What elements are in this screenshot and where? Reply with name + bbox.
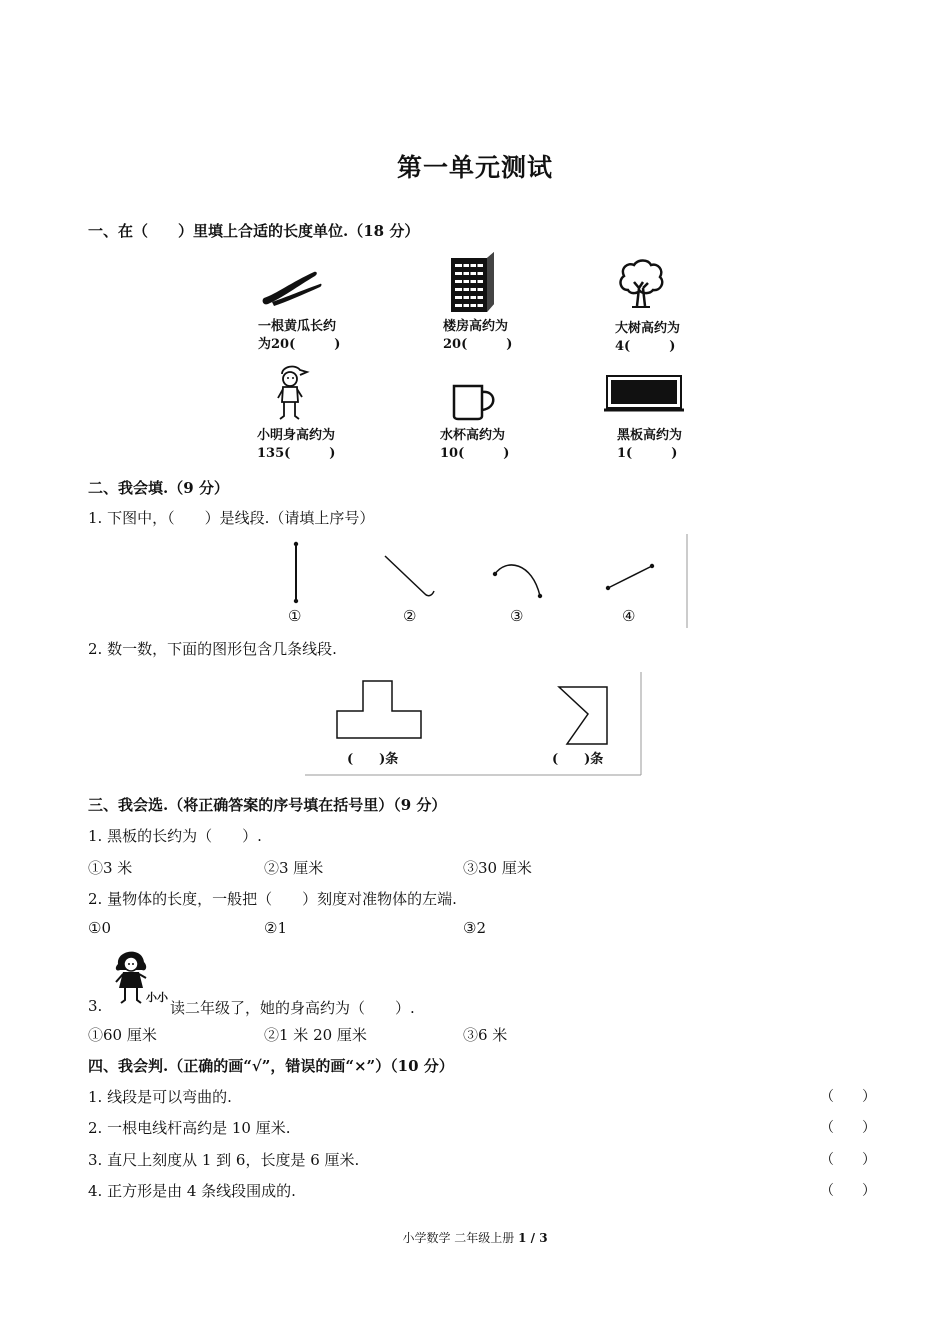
judge-blank-4[interactable]: （ ） xyxy=(820,1183,876,1199)
q2-option-1: ①0 xyxy=(88,919,111,937)
page-number: 1 / 3 xyxy=(518,1231,548,1245)
shape-label-1: ( )条 xyxy=(347,752,399,767)
judge-item-4: 4. 正方形是由 4 条线段围成的. xyxy=(88,1182,296,1200)
q2-option-3: ③2 xyxy=(463,919,486,937)
section-3-heading: 三、我会选.（将正确答案的序号填在括号里）（9 分） xyxy=(88,796,447,814)
figure-label-1: ① xyxy=(288,607,302,625)
item-boy-line1: 小明身高约为 xyxy=(257,428,336,443)
section-2-question-2: 2. 数一数，下面的图形包含几条线段. xyxy=(88,640,337,658)
girl-name-badge: 小小 xyxy=(146,991,168,1004)
judge-blank-1[interactable]: （ ） xyxy=(820,1089,876,1105)
figure-label-3: ③ xyxy=(510,607,524,625)
item-cucumber-line1: 一根黄瓜长约 xyxy=(258,319,337,334)
section-3-question-2: 2. 量物体的长度，一般把（ ）刻度对准物体的左端. xyxy=(88,890,457,908)
item-cup-line2: 10( ) xyxy=(440,446,510,461)
item-tree-line1: 大树高约为 xyxy=(615,321,681,336)
section-2-question-1: 1. 下图中，（ ）是线段.（请填上序号） xyxy=(88,509,375,527)
section-4-heading: 四、我会判.（正确的画“√”，错误的画“×”）（10 分） xyxy=(88,1057,454,1075)
item-boy-line2: 135( ) xyxy=(257,446,336,461)
boy-icon xyxy=(274,364,308,422)
q1-option-3: ③30 厘米 xyxy=(463,859,532,877)
figure-label-4: ④ xyxy=(622,607,636,625)
page-footer xyxy=(0,1229,950,1246)
footer-text: 小学数学 二年级上册 xyxy=(402,1231,515,1245)
q3-option-1: ①60 厘米 xyxy=(88,1026,157,1044)
q3-option-2: ②1 米 20 厘米 xyxy=(264,1026,367,1044)
item-blackboard-line2: 1( ) xyxy=(617,446,678,461)
cucumber-icon xyxy=(262,268,324,308)
section-3-question-1: 1. 黑板的长约为（ ）. xyxy=(88,827,262,845)
section-2-heading: 二、我会填.（9 分） xyxy=(88,479,229,497)
item-blackboard-line1: 黑板高约为 xyxy=(617,428,683,443)
item-cucumber-line2: 为20( ) xyxy=(258,337,341,352)
page-title: 第一单元测试 xyxy=(396,153,553,182)
item-building-line2: 20( ) xyxy=(443,337,513,352)
cup-icon xyxy=(452,384,498,420)
q1-option-1: ①3 米 xyxy=(88,859,133,877)
question-3-number: 3. xyxy=(88,997,103,1015)
judge-item-1: 1. 线段是可以弯曲的. xyxy=(88,1088,232,1106)
blackboard-icon xyxy=(604,374,684,414)
item-cup-line1: 水杯高约为 xyxy=(440,428,506,443)
q1-option-2: ②3 厘米 xyxy=(264,859,324,877)
building-icon xyxy=(447,252,497,314)
shape-label-2: ( )条 xyxy=(552,752,604,767)
q3-option-3: ③6 米 xyxy=(463,1026,508,1044)
item-tree-line2: 4( ) xyxy=(615,339,676,354)
judge-item-2: 2. 一根电线杆高约是 10 厘米. xyxy=(88,1119,291,1137)
judge-item-3: 3. 直尺上刻度从 1 到 6，长度是 6 厘米. xyxy=(88,1151,360,1169)
section-3-question-3: 读二年级了，她的身高约为（ ）. xyxy=(170,999,415,1017)
item-building-line1: 楼房高约为 xyxy=(443,319,509,334)
q2-option-2: ②1 xyxy=(264,919,287,937)
judge-blank-2[interactable]: （ ） xyxy=(820,1120,876,1136)
figure-label-2: ② xyxy=(403,607,417,625)
tree-icon xyxy=(618,260,664,308)
judge-blank-3[interactable]: （ ） xyxy=(820,1152,876,1168)
section-1-heading: 一、在（ ）里填上合适的长度单位.（18 分） xyxy=(88,222,420,240)
